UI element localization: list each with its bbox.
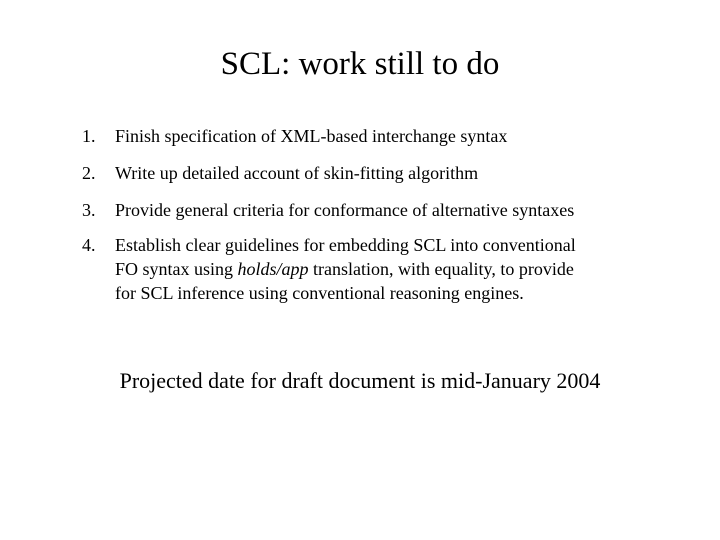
list-item-text: Provide general criteria for conformance of alternative syntaxes: [115, 200, 575, 220]
list-item-text: Write up detailed account of skin-fitting algorithm: [115, 163, 479, 183]
list-item-number: 3.: [82, 200, 96, 220]
list-item-line-text: FO syntax using: [115, 259, 238, 279]
list-item-number: 1.: [82, 126, 96, 146]
list-item-number: 2.: [82, 163, 96, 183]
list-item-text: [115, 233, 675, 305]
emphasis-text: holds/app: [237, 259, 309, 279]
list-item-text: Finish specification of XML-based interchange syntax: [115, 126, 508, 146]
list-item-number: 4.: [82, 235, 96, 255]
list-item-line-text: translation, with equality, to provide: [308, 259, 574, 279]
slide-title: SCL: work still to do: [220, 46, 500, 82]
footer-note: Projected date for draft document is mid-January 2004: [119, 368, 601, 393]
list-item-line: for SCL inference using conventional reasoning engines.: [115, 283, 524, 303]
list-item-line: Establish clear guidelines for embedding SCL into conventional: [115, 235, 576, 255]
list-item-line: [115, 257, 675, 281]
